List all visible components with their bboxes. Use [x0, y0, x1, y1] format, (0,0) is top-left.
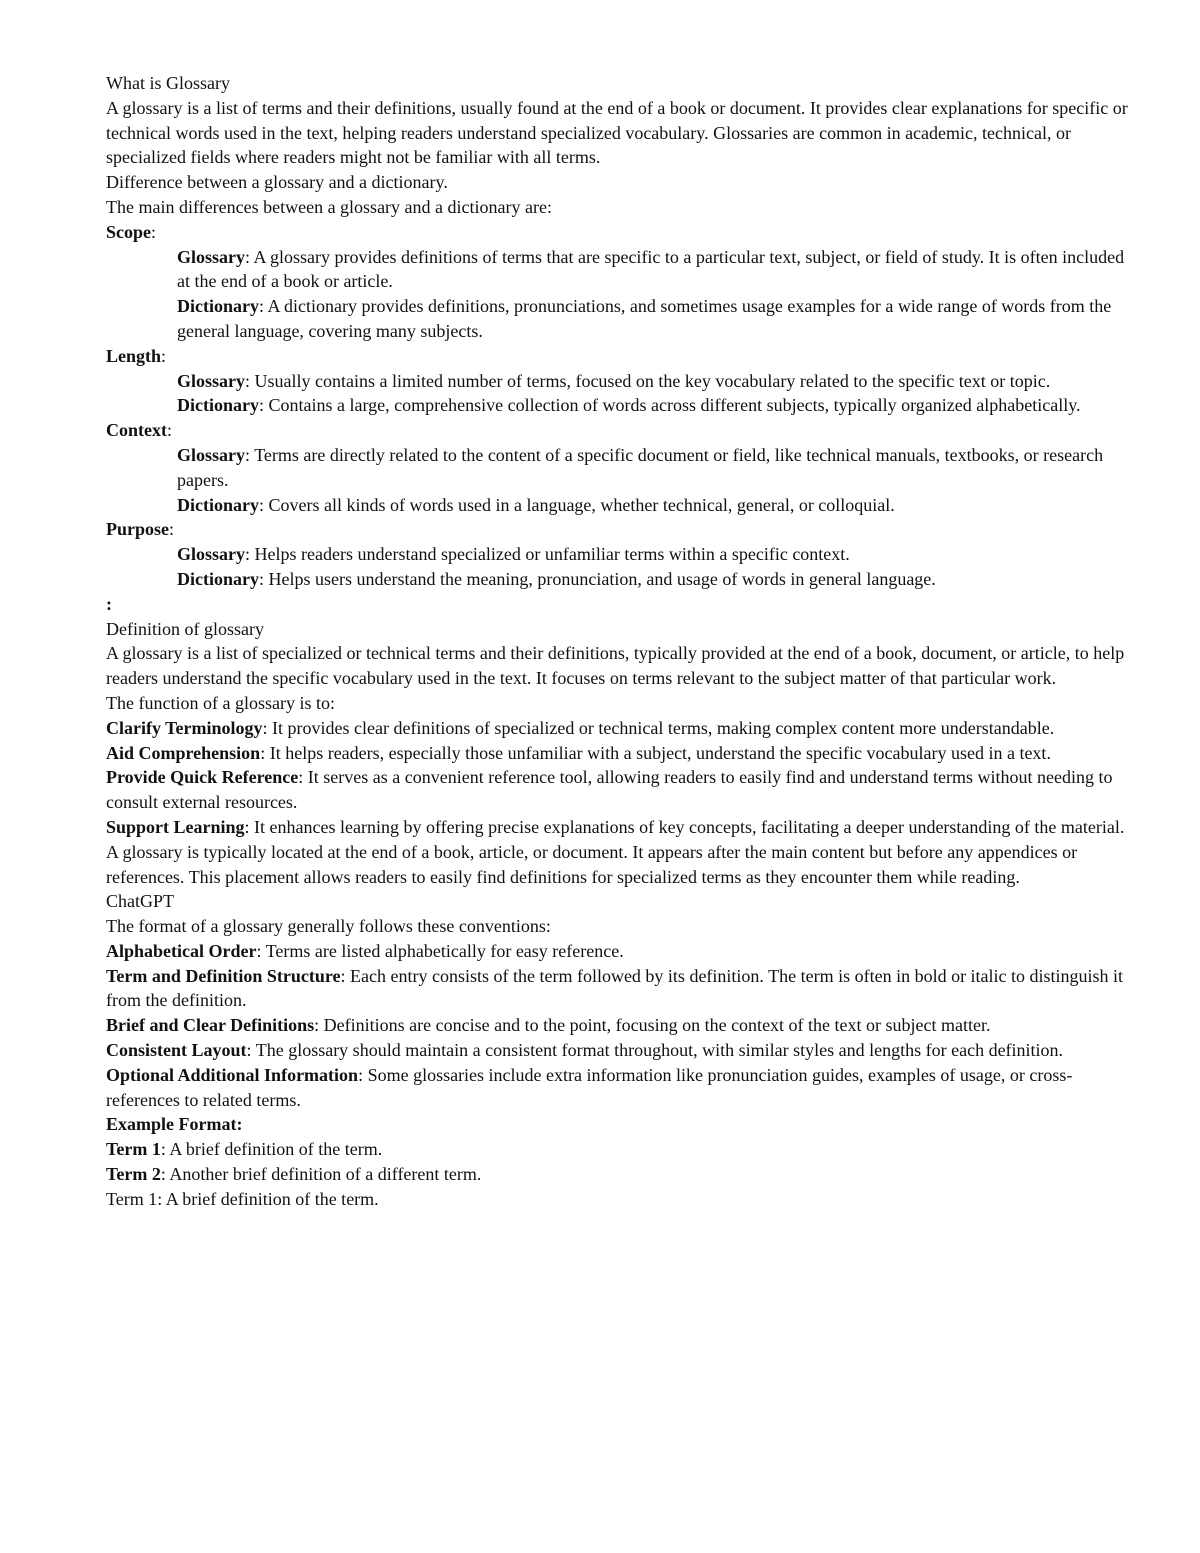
length-dictionary: Dictionary: Contains a large, comprehensive collection of words across different subjects, typically organized alphabetically. [177, 395, 1081, 416]
difference-intro: The main differences between a glossary and a dictionary are: [106, 196, 552, 217]
difference-heading: Difference between a glossary and a dictionary. [106, 172, 448, 193]
convention-item: Term and Definition Structure: Each entry consists of the term followed by its definition. The term is often in bold or italic to distinguish it from the definition. [106, 965, 1124, 1011]
convention-item: Brief and Clear Definitions: Definitions are concise and to the point, focusing on the context of the text or subject matter. [106, 1015, 991, 1036]
function-item: Provide Quick Reference: It serves as a convenient reference tool, allowing readers to easily find and understand terms without needing to consult external resources. [106, 767, 1113, 813]
chatgpt-label: ChatGPT [106, 891, 175, 912]
scope-glossary: Glossary: A glossary provides definitions of terms that are specific to a particular text, subject, or field of study. It is often included at the end of a book or article. [177, 246, 1125, 292]
colon-line: : [106, 593, 112, 614]
purpose-glossary: Glossary: Helps readers understand specialized or unfamiliar terms within a specific context. [177, 544, 850, 565]
format-intro: The format of a glossary generally follows these conventions: [106, 916, 551, 937]
length-glossary: Glossary: Usually contains a limited number of terms, focused on the key vocabulary related to the specific text or topic. [177, 370, 1051, 391]
context-dictionary: Dictionary: Covers all kinds of words used in a language, whether technical, general, or colloquial. [177, 494, 895, 515]
definition-heading: Definition of glossary [106, 618, 264, 639]
example-heading: Example Format: [106, 1114, 243, 1135]
definition-paragraph: A glossary is a list of specialized or technical terms and their definitions, typically provided at the end of a book, document, or article, to help readers understand the specific vocabulary used in the text. It focuses on terms relevant to the subject matter of that particular work. [106, 643, 1125, 689]
section-label-scope: Scope: [106, 221, 157, 242]
intro-paragraph: A glossary is a list of terms and their definitions, usually found at the end of a book or document. It provides clear explanations for specific or technical words used in the text, helping readers understand specialized vocabulary. Glossaries are common in academic, technical, or specialized fields where readers might not be familiar with all terms. [106, 97, 1128, 168]
example-item: Term 1: A brief definition of the term. [106, 1139, 383, 1160]
convention-item: Alphabetical Order: Terms are listed alphabetically for easy reference. [106, 940, 624, 961]
function-item: Clarify Terminology: It provides clear definitions of specialized or technical terms, making complex content more understandable. [106, 717, 1055, 738]
doc-title: What is Glossary [106, 73, 230, 93]
purpose-dictionary: Dictionary: Helps users understand the meaning, pronunciation, and usage of words in general language. [177, 568, 936, 589]
example-plain-line: Term 1: A brief definition of the term. [106, 1188, 379, 1209]
example-item: Term 2: Another brief definition of a different term. [106, 1164, 482, 1185]
section-label-purpose: Purpose: [106, 519, 175, 540]
function-item: Support Learning: It enhances learning by offering precise explanations of key concepts, facilitating a deeper understanding of the material. [106, 816, 1125, 837]
context-glossary: Glossary: Terms are directly related to the content of a specific document or field, like technical manuals, textbooks, or research papers. [177, 444, 1104, 490]
section-label-length: Length: [106, 345, 167, 366]
function-item: Aid Comprehension: It helps readers, especially those unfamiliar with a subject, understand the specific vocabulary used in a text. [106, 742, 1051, 763]
scope-dictionary: Dictionary: A dictionary provides definitions, pronunciations, and sometimes usage examples for a wide range of words from the general language, covering many subjects. [177, 296, 1112, 341]
convention-item: Optional Additional Information: Some glossaries include extra information like pronunciation guides, examples of usage, or cross-references to related terms. [106, 1064, 1073, 1110]
location-paragraph: A glossary is typically located at the end of a book, article, or document. It appears after the main content but before any appendices or references. This placement allows readers to easily find definitions for specialized terms as they encounter them while reading. [106, 841, 1078, 887]
convention-item: Consistent Layout: The glossary should maintain a consistent format throughout, with similar styles and lengths for each definition. [106, 1040, 1064, 1061]
section-label-context: Context: [106, 420, 173, 441]
function-intro: The function of a glossary is to: [106, 692, 335, 713]
